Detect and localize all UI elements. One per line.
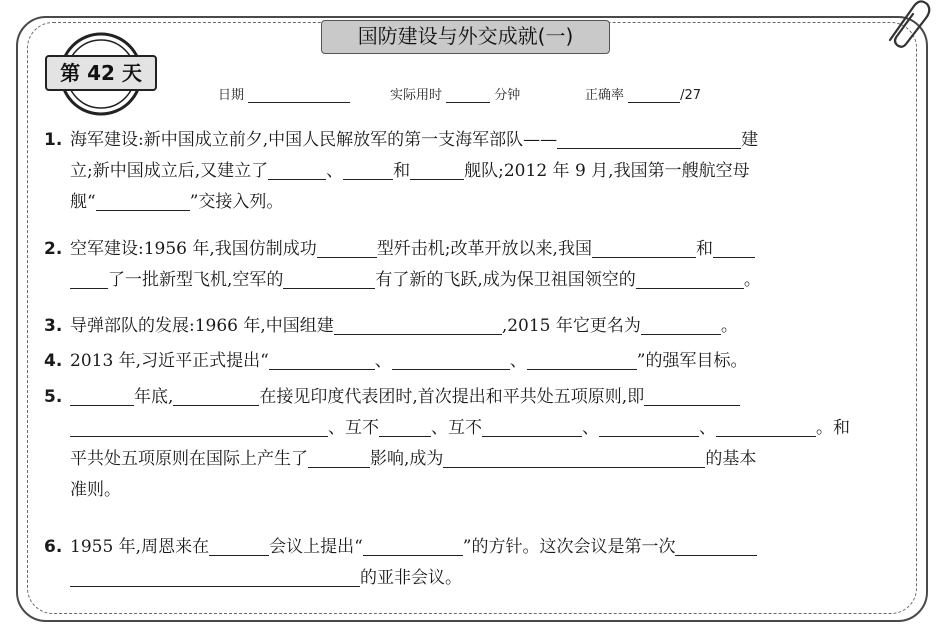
accuracy-label: 正确率 — [585, 88, 625, 103]
question-text: 舰“ — [70, 192, 96, 212]
page-title: 国防建设与外交成就(一) — [321, 20, 610, 54]
question-text: 的基本 — [705, 449, 757, 469]
question-1 — [44, 125, 910, 218]
date-field — [218, 84, 350, 103]
answer-blank[interactable] — [482, 418, 582, 437]
answer-blank[interactable] — [644, 387, 740, 406]
question-number: 3. — [44, 316, 63, 336]
question-text: 舰队;2012 年 9 月,我国第一艘航空母 — [464, 161, 750, 181]
answer-blank[interactable] — [308, 449, 370, 468]
answer-blank[interactable] — [173, 387, 259, 406]
question-text: ”交接入列。 — [189, 192, 284, 212]
question-text: ”的强军目标。 — [636, 351, 748, 371]
question-text: 1955 年,周恩来在 — [70, 537, 210, 557]
question-4 — [44, 346, 910, 377]
question-text: 、互不 — [328, 418, 379, 438]
question-text: ”的方针。这次会议是第一次 — [462, 537, 676, 557]
answer-blank[interactable] — [443, 449, 705, 468]
answer-blank[interactable] — [269, 351, 375, 370]
question-text: 2013 年,习近平正式提出“ — [70, 351, 269, 371]
question-6 — [44, 532, 910, 594]
question-5 — [44, 382, 910, 506]
answer-blank[interactable] — [283, 270, 375, 289]
question-text: 、 — [699, 418, 716, 438]
question-number: 5. — [44, 387, 63, 407]
question-number: 1. — [44, 130, 63, 150]
date-blank — [248, 88, 350, 103]
answer-blank[interactable] — [716, 418, 816, 437]
question-text: 空军建设:1956 年,我国仿制成功 — [70, 239, 317, 259]
question-text: 影响,成为 — [370, 449, 444, 469]
question-text: 准则。 — [70, 480, 121, 500]
question-text: 和 — [695, 239, 713, 259]
accuracy-field — [585, 84, 701, 103]
question-text: 、互不 — [431, 418, 482, 438]
question-text: 、 — [374, 351, 392, 371]
time-blank — [446, 88, 490, 103]
question-text: 建 — [741, 130, 759, 150]
time-label: 实际用时 — [390, 88, 443, 103]
answer-blank[interactable] — [379, 418, 431, 437]
question-text: 型歼击机;改革开放以来,我国 — [376, 239, 592, 259]
answer-blank[interactable] — [557, 130, 741, 149]
question-text: 平共处五项原则在国际上产生了 — [70, 449, 308, 469]
answer-blank[interactable] — [641, 316, 721, 335]
accuracy-total: /27 — [680, 88, 702, 103]
time-field — [390, 84, 520, 103]
answer-blank[interactable] — [268, 161, 326, 180]
answer-blank[interactable] — [592, 239, 696, 258]
question-text: 的亚非会议。 — [360, 568, 462, 588]
answer-blank[interactable] — [334, 316, 502, 335]
question-2 — [44, 234, 910, 296]
accuracy-blank — [628, 88, 680, 103]
date-label: 日期 — [218, 88, 245, 103]
question-number: 2. — [44, 239, 63, 259]
paper-clip-icon — [880, 0, 932, 48]
question-text: 和 — [393, 161, 411, 181]
question-text: 。 — [743, 270, 761, 290]
day-badge: 第 42 天 — [60, 61, 142, 85]
question-text: ,2015 年它更名为 — [501, 316, 641, 336]
answer-blank[interactable] — [675, 537, 757, 556]
answer-blank[interactable] — [713, 239, 755, 258]
question-text: 、 — [582, 418, 599, 438]
question-text: 年底, — [134, 387, 174, 407]
answer-blank[interactable] — [636, 270, 744, 289]
question-3 — [44, 311, 910, 342]
answer-blank[interactable] — [343, 161, 393, 180]
answer-blank[interactable] — [363, 537, 463, 556]
answer-blank[interactable] — [599, 418, 699, 437]
answer-blank[interactable] — [70, 418, 328, 437]
question-text: 导弹部队的发展:1966 年,中国组建 — [70, 316, 334, 336]
question-text: 会议上提出“ — [269, 537, 363, 557]
answer-blank[interactable] — [70, 387, 134, 406]
answer-blank[interactable] — [392, 351, 510, 370]
answer-blank[interactable] — [96, 192, 190, 211]
question-text: 。 — [720, 316, 738, 336]
question-text: 、 — [509, 351, 527, 371]
question-number: 6. — [44, 537, 63, 557]
question-text: 。和 — [816, 418, 850, 438]
time-unit: 分钟 — [494, 88, 521, 103]
answer-blank[interactable] — [70, 568, 360, 587]
answer-blank[interactable] — [410, 161, 464, 180]
question-number: 4. — [44, 351, 63, 371]
question-text: 在接见印度代表团时,首次提出和平共处五项原则,即 — [259, 387, 645, 407]
answer-blank[interactable] — [209, 537, 269, 556]
question-text: 立;新中国成立后,又建立了 — [70, 161, 269, 181]
question-text: 有了新的飞跃,成为保卫祖国领空的 — [375, 270, 636, 290]
question-text: 了一批新型飞机,空军的 — [108, 270, 284, 290]
answer-blank[interactable] — [317, 239, 377, 258]
question-text: 海军建设:新中国成立前夕,中国人民解放军的第一支海军部队—— — [70, 130, 558, 150]
question-text: 、 — [326, 161, 344, 181]
answer-blank[interactable] — [527, 351, 637, 370]
answer-blank[interactable] — [70, 270, 108, 289]
